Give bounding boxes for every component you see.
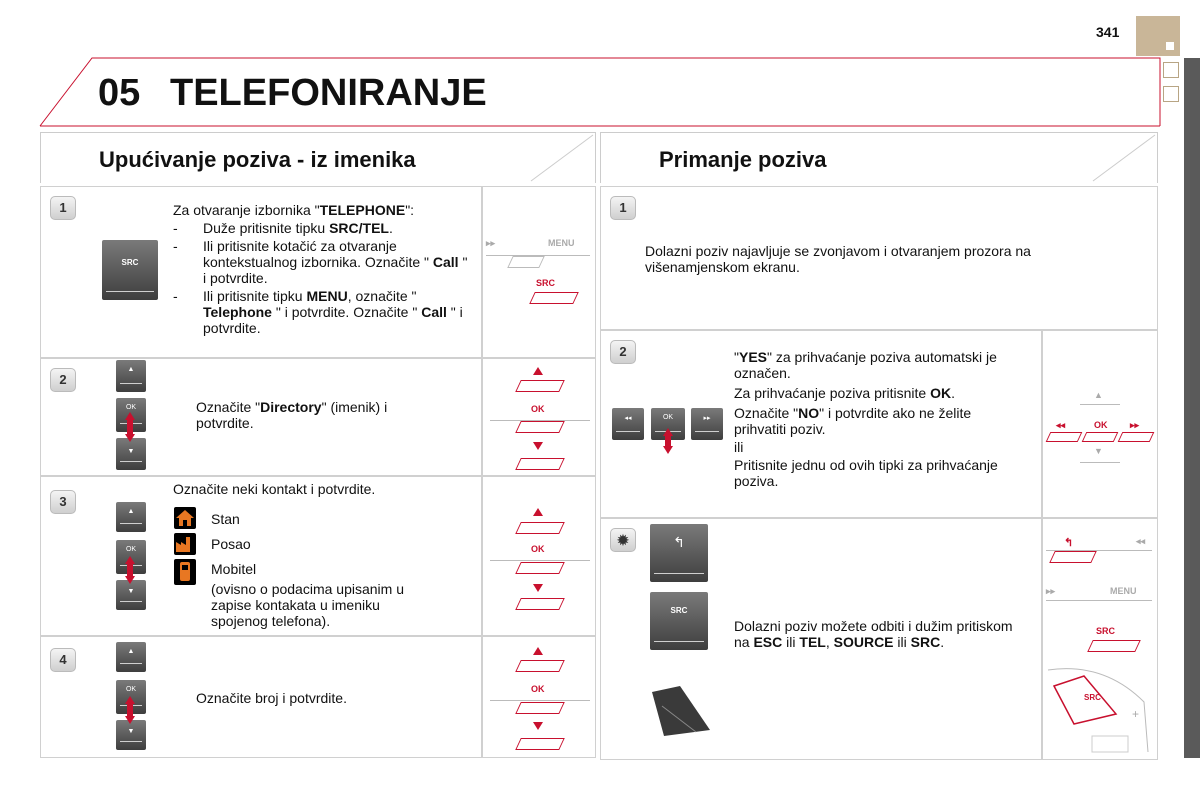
contact-work: Posao [211,536,251,552]
down-arrow-icon: ▼ [1094,446,1103,456]
src-tel-button: SRC [102,240,158,300]
up-arrow-icon [533,508,543,516]
press-arrow-icon [125,716,135,724]
right-section-title: Primanje poziva [659,147,827,172]
ok-button: OK [116,680,146,714]
back-esc-button: ↰ [650,524,708,582]
up-button: ▲ [116,502,146,532]
step4-text: Označite broj i potvrdite. [196,690,347,706]
down-button: ▼ [116,720,146,750]
step-badge: 3 [50,490,76,514]
contact-home: Stan [211,511,240,527]
home-icon [174,507,196,529]
up-arrow-icon [533,647,543,655]
back-icon: ↰ [1064,537,1074,549]
press-arrow-icon [125,556,135,564]
steering-wheel-button-icon [646,686,712,738]
svg-text:SRC: SRC [1084,693,1101,702]
step-badge: 4 [50,648,76,672]
up-arrow-icon: ▲ [1094,390,1103,400]
tip-lightbulb-icon: ✹ [610,528,636,552]
page-number: 341 [1096,24,1120,40]
fast-forward-button: ▸▸ [691,408,723,440]
left-step-3-diagram [482,476,596,636]
incoming-call-text: Dolazni poziv najavljuje se zvonjavom i otvaranjem prozora na višenamjenskom ekranu. [645,243,1031,275]
forward-icon: ▸▸ [1130,420,1140,430]
chapter-title: TELEFONIRANJE [170,72,487,114]
down-button: ▼ [116,438,146,470]
src-label: SRC [536,278,556,288]
forward-icon: ▸▸ [1046,586,1056,596]
press-arrow-icon [125,696,135,704]
down-arrow-icon [533,442,543,450]
down-button: ▼ [116,580,146,610]
rewind-button: ◂◂ [612,408,644,440]
press-arrow-icon [663,428,673,436]
accept-call-text: "YES" za prihvaćanje poziva automatski je označen. Za prihvaćanje poziva pritisnite OK. Označite "NO" i potvrdite ako ne želite prihvatiti poziv. ili Pritisnite jednu od ovih tipki za prihvaćanje poziva. [734,349,998,489]
forward-icon: ▸▸ [486,238,496,248]
press-arrow-icon [663,446,673,454]
mobile-phone-icon [174,559,196,585]
src-tel-button: SRC [650,592,708,650]
right-section-header [600,132,1158,183]
step-badge: 2 [50,368,76,392]
up-button: ▲ [116,360,146,392]
contact-note: (ovisno o podacima upisanim u zapise kontakata u imeniku spojenog telefona). [211,581,404,629]
steering-wheel-diagram [1044,662,1154,756]
left-step-1-diagram [482,186,596,358]
step3-intro: Označite neki kontakt i potvrdite. [173,481,376,497]
ok-button: OK [651,408,685,440]
press-arrow-icon [125,412,135,420]
sidebar-strip [1184,58,1200,758]
rewind-icon: ◂◂ [1136,536,1146,546]
src-button-diagram [529,292,579,304]
work-icon [174,533,196,555]
down-arrow-icon [533,584,543,592]
step2-text: Označite "Directory" (imenik) i potvrdite. [196,399,388,431]
down-arrow-icon [533,722,543,730]
step-badge: 2 [610,340,636,364]
chapter-number: 05 [98,72,141,114]
ok-button: OK [116,540,146,574]
left-section-header [40,132,596,183]
press-arrow-icon [125,576,135,584]
contact-mobile: Mobitel [211,561,257,577]
left-section-title: Upućivanje poziva - iz imenika [99,147,416,172]
svg-text:+: + [1132,707,1140,721]
press-arrow-icon [125,434,135,442]
up-arrow-icon [533,367,543,375]
step-badge: 1 [610,196,636,220]
ok-button: OK [116,398,146,432]
menu-label: MENU [548,238,575,248]
rewind-icon: ◂◂ [1056,420,1066,430]
reject-call-text: Dolazni poziv možete odbiti i dužim pritiskom na ESC ili TEL, SOURCE ili SRC. [734,618,1013,650]
step-badge: 1 [50,196,76,220]
up-button: ▲ [116,642,146,672]
step1-instructions: Za otvaranje izbornika "TELEPHONE": - Duže pritisnite tipku SRC/TEL. - Ili pritisnite kotačić za otvaranje kontekstualnog izbornika. Označite " Call " i potvrdite. - Ili pritisnite tipku MENU, označite " Telephone " i potvrdite. Označite " Call " i potvrdite. [173,202,468,336]
